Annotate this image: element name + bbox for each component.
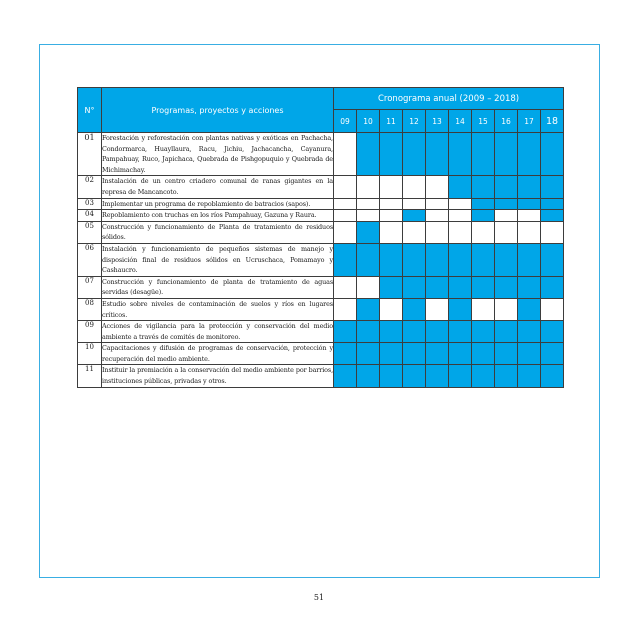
row-description: Estudio sobre niveles de contaminación de suelos y ríos en lugares críticos. — [102, 298, 334, 320]
year-header-cell: 12 — [403, 110, 426, 133]
empty-cell — [426, 176, 449, 198]
scheduled-cell — [495, 176, 518, 198]
empty-cell — [449, 210, 472, 222]
empty-cell — [334, 210, 357, 222]
row-number: 11 — [78, 365, 102, 387]
empty-cell — [334, 176, 357, 198]
empty-cell — [403, 221, 426, 243]
year-header-cell: 10 — [357, 110, 380, 133]
scheduled-cell — [334, 343, 357, 365]
page-number: 51 — [313, 593, 325, 602]
row-description: Construcción y funcionamiento de planta de tratamiento de aguas servidas (desagüe). — [102, 276, 334, 298]
scheduled-cell — [472, 343, 495, 365]
scheduled-cell — [357, 221, 380, 243]
scheduled-cell — [518, 198, 541, 210]
scheduled-cell — [541, 210, 564, 222]
row-number: 07 — [78, 276, 102, 298]
scheduled-cell — [403, 298, 426, 320]
empty-cell — [380, 298, 403, 320]
empty-cell — [541, 221, 564, 243]
row-description: Implementar un programa de repoblamiento de batracios (sapos). — [102, 198, 334, 210]
empty-cell — [472, 221, 495, 243]
empty-cell — [380, 176, 403, 198]
empty-cell — [357, 198, 380, 210]
empty-cell — [495, 221, 518, 243]
scheduled-cell — [357, 343, 380, 365]
empty-cell — [334, 276, 357, 298]
scheduled-cell — [426, 321, 449, 343]
row-number: 06 — [78, 243, 102, 276]
table-row — [78, 133, 564, 176]
scheduled-cell — [541, 198, 564, 210]
row-description: Instalación y funcionamiento de pequeños sistemas de manejo y disposición final de residuos sólidos en Ucruschaca, Pomamayo y Cashaucro. — [102, 243, 334, 276]
scheduled-cell — [495, 321, 518, 343]
scheduled-cell — [518, 243, 541, 276]
scheduled-cell — [380, 243, 403, 276]
year-header-cell: 09 — [334, 110, 357, 133]
scheduled-cell — [403, 133, 426, 176]
table-row — [78, 198, 564, 210]
empty-cell — [334, 133, 357, 176]
scheduled-cell — [357, 321, 380, 343]
scheduled-cell — [495, 198, 518, 210]
scheduled-cell — [472, 243, 495, 276]
empty-cell — [380, 221, 403, 243]
scheduled-cell — [541, 276, 564, 298]
scheduled-cell — [357, 133, 380, 176]
scheduled-cell — [472, 210, 495, 222]
empty-cell — [495, 210, 518, 222]
empty-cell — [403, 198, 426, 210]
scheduled-cell — [357, 243, 380, 276]
row-number: 05 — [78, 221, 102, 243]
scheduled-cell — [380, 133, 403, 176]
row-number: 04 — [78, 210, 102, 222]
scheduled-cell — [495, 365, 518, 387]
scheduled-cell — [380, 321, 403, 343]
scheduled-cell — [472, 176, 495, 198]
empty-cell — [357, 176, 380, 198]
scheduled-cell — [334, 321, 357, 343]
scheduled-cell — [334, 243, 357, 276]
empty-cell — [449, 221, 472, 243]
scheduled-cell — [449, 133, 472, 176]
empty-cell — [380, 198, 403, 210]
row-number: 03 — [78, 198, 102, 210]
year-header-cell: 15 — [472, 110, 495, 133]
scheduled-cell — [426, 243, 449, 276]
schedule-table — [77, 87, 564, 388]
row-number: 01 — [78, 133, 102, 176]
scheduled-cell — [334, 365, 357, 387]
scheduled-cell — [449, 321, 472, 343]
table-row — [78, 243, 564, 276]
row-description: Instituir la premiación a la conservación del medio ambiente por barrios, instituciones públicas, privadas y otros. — [102, 365, 334, 387]
scheduled-cell — [518, 365, 541, 387]
header-number: N° — [78, 88, 102, 133]
empty-cell — [495, 298, 518, 320]
empty-cell — [518, 221, 541, 243]
scheduled-cell — [518, 298, 541, 320]
empty-cell — [449, 198, 472, 210]
empty-cell — [357, 210, 380, 222]
empty-cell — [426, 198, 449, 210]
year-header-cell: 14 — [449, 110, 472, 133]
scheduled-cell — [449, 276, 472, 298]
scheduled-cell — [541, 365, 564, 387]
scheduled-cell — [541, 133, 564, 176]
year-header-cell: 17 — [518, 110, 541, 133]
empty-cell — [334, 198, 357, 210]
scheduled-cell — [380, 276, 403, 298]
scheduled-cell — [380, 365, 403, 387]
empty-cell — [380, 210, 403, 222]
scheduled-cell — [541, 343, 564, 365]
scheduled-cell — [472, 365, 495, 387]
row-number: 08 — [78, 298, 102, 320]
header-cronograma: Cronograma anual (2009 – 2018) — [334, 88, 564, 110]
table-row — [78, 210, 564, 222]
scheduled-cell — [426, 365, 449, 387]
row-description: Repoblamiento con truchas en los ríos Pampahuay, Gazuna y Raura. — [102, 210, 334, 222]
scheduled-cell — [357, 298, 380, 320]
scheduled-cell — [449, 176, 472, 198]
row-number: 09 — [78, 321, 102, 343]
empty-cell — [334, 298, 357, 320]
row-description: Capacitaciones y difusión de programas de conservación, protección y recuperación del medio ambiente. — [102, 343, 334, 365]
scheduled-cell — [495, 276, 518, 298]
empty-cell — [541, 298, 564, 320]
scheduled-cell — [403, 365, 426, 387]
empty-cell — [426, 221, 449, 243]
empty-cell — [403, 176, 426, 198]
year-header-cell: 16 — [495, 110, 518, 133]
empty-cell — [357, 276, 380, 298]
year-header-cell: 11 — [380, 110, 403, 133]
year-header-cell: 13 — [426, 110, 449, 133]
empty-cell — [426, 210, 449, 222]
empty-cell — [426, 298, 449, 320]
header-programs: Programas, proyectos y acciones — [102, 88, 334, 133]
scheduled-cell — [403, 210, 426, 222]
year-header-cell: 18 — [541, 110, 564, 133]
table-row — [78, 321, 564, 343]
scheduled-cell — [472, 133, 495, 176]
table-row — [78, 343, 564, 365]
table-row — [78, 365, 564, 387]
scheduled-cell — [495, 343, 518, 365]
table-row — [78, 276, 564, 298]
row-description: Acciones de vigilancia para la protección y conservación del medio ambiente a través de comités de monitoreo. — [102, 321, 334, 343]
scheduled-cell — [495, 133, 518, 176]
empty-cell — [334, 221, 357, 243]
scheduled-cell — [403, 243, 426, 276]
scheduled-cell — [518, 176, 541, 198]
table-row — [78, 298, 564, 320]
empty-cell — [472, 298, 495, 320]
scheduled-cell — [472, 276, 495, 298]
scheduled-cell — [518, 133, 541, 176]
scheduled-cell — [426, 276, 449, 298]
scheduled-cell — [449, 343, 472, 365]
scheduled-cell — [541, 243, 564, 276]
row-number: 02 — [78, 176, 102, 198]
scheduled-cell — [541, 321, 564, 343]
table-row — [78, 176, 564, 198]
scheduled-cell — [518, 276, 541, 298]
scheduled-cell — [426, 133, 449, 176]
scheduled-cell — [380, 343, 403, 365]
table-row — [78, 221, 564, 243]
scheduled-cell — [449, 298, 472, 320]
row-description: Construcción y funcionamiento de Planta de tratamiento de residuos sólidos. — [102, 221, 334, 243]
scheduled-cell — [495, 243, 518, 276]
empty-cell — [518, 210, 541, 222]
scheduled-cell — [472, 321, 495, 343]
scheduled-cell — [403, 276, 426, 298]
scheduled-cell — [541, 176, 564, 198]
schedule-body — [78, 133, 564, 388]
row-description: Forestación y reforestación con plantas nativas y exóticas en Pachacha, Condormarca, Huayllaura, Racu, Jichiu, Jachacancha, Cayanura, Pampahuay, Ruco, Japichaca, Quebrada de Pishgopuquio y Quebrada de Michimachay. — [102, 133, 334, 176]
scheduled-cell — [449, 243, 472, 276]
scheduled-cell — [518, 321, 541, 343]
scheduled-cell — [357, 365, 380, 387]
scheduled-cell — [518, 343, 541, 365]
scheduled-cell — [449, 365, 472, 387]
scheduled-cell — [403, 343, 426, 365]
scheduled-cell — [472, 198, 495, 210]
scheduled-cell — [403, 321, 426, 343]
scheduled-cell — [426, 343, 449, 365]
row-number: 10 — [78, 343, 102, 365]
row-description: Instalación de un centro criadero comunal de ranas gigantes en la represa de Mancancoto. — [102, 176, 334, 198]
